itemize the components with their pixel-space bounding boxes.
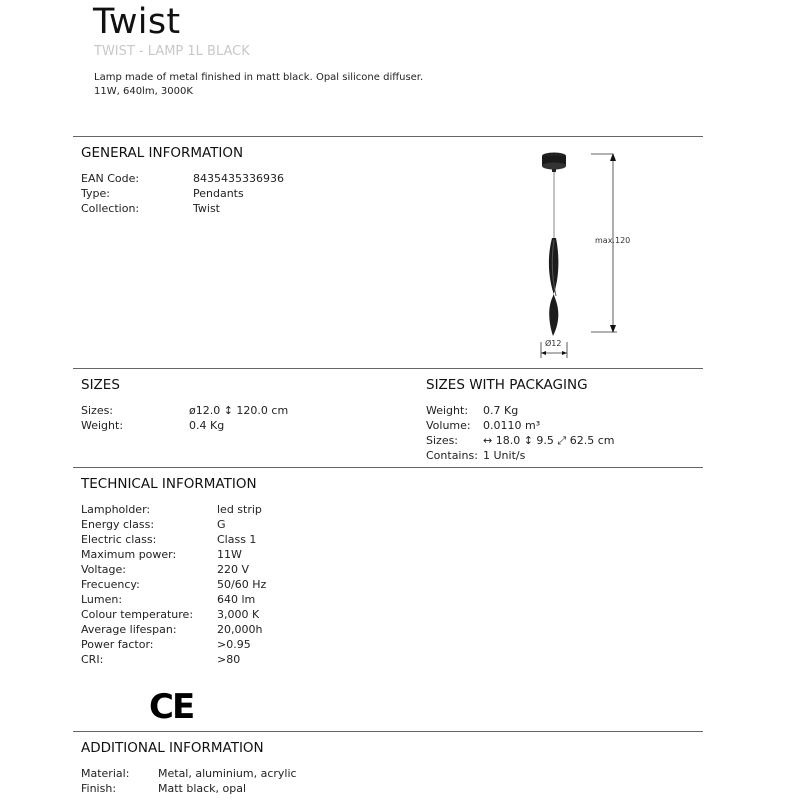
general-label-type: Type: <box>81 187 110 200</box>
additional-label-material: Material: <box>81 767 130 780</box>
product-subtitle: TWIST - LAMP 1L BLACK <box>94 44 250 59</box>
tech-value-voltage: 220 V <box>217 563 250 576</box>
packaging-value-volume: 0.0110 m³ <box>483 419 541 432</box>
tech-label-maximum-power: Maximum power: <box>81 548 177 561</box>
page-title: Twist <box>93 2 181 42</box>
tech-label-colour-temperature: Colour temperature: <box>81 608 194 621</box>
general-heading: GENERAL INFORMATION <box>81 145 244 161</box>
tech-label-voltage: Voltage: <box>81 563 126 576</box>
tech-label-average-lifespan: Average lifespan: <box>81 623 177 636</box>
general-value-type: Pendants <box>193 187 244 200</box>
tech-label-lampholder: Lampholder: <box>81 503 151 516</box>
ce-mark-icon: CE <box>149 687 194 727</box>
sizes-label-weight: Weight: <box>81 419 124 432</box>
tech-label-cri: CRI: <box>81 653 104 666</box>
packaging-heading: SIZES WITH PACKAGING <box>426 377 588 393</box>
tech-value-frecuency: 50/60 Hz <box>217 578 267 591</box>
divider <box>73 136 703 137</box>
divider <box>73 368 703 369</box>
general-label-collection: Collection: <box>81 202 140 215</box>
general-label-ean: EAN Code: <box>81 172 140 185</box>
tech-value-energy-class: G <box>217 518 226 531</box>
sizes-value-sizes: ø12.0 ↕ 120.0 cm <box>189 404 289 417</box>
height-label: max.120 <box>595 236 631 245</box>
technical-heading: TECHNICAL INFORMATION <box>81 476 257 492</box>
additional-value-material: Metal, aluminium, acrylic <box>158 767 297 780</box>
tech-value-maximum-power: 11W <box>217 548 242 561</box>
tech-label-power-factor: Power factor: <box>81 638 154 651</box>
packaging-value-contains: 1 Unit/s <box>483 449 526 462</box>
diameter-label: Ø12 <box>545 339 562 348</box>
tech-label-electric-class: Electric class: <box>81 533 157 546</box>
divider <box>73 467 703 468</box>
tech-value-power-factor: >0.95 <box>217 638 251 651</box>
tech-value-cri: >80 <box>217 653 241 666</box>
lamp-drawing <box>525 148 645 360</box>
packaging-label-sizes: Sizes: <box>426 434 459 447</box>
packaging-value-sizes: ↔ 18.0 ↕ 9.5 ⤢ 62.5 cm <box>483 434 615 447</box>
packaging-value-weight: 0.7 Kg <box>483 404 519 417</box>
additional-label-finish: Finish: <box>81 782 117 795</box>
divider <box>73 731 703 732</box>
tech-value-average-lifespan: 20,000h <box>217 623 263 636</box>
tech-label-energy-class: Energy class: <box>81 518 155 531</box>
tech-label-frecuency: Frecuency: <box>81 578 140 591</box>
sizes-heading: SIZES <box>81 377 120 393</box>
tech-value-lumen: 640 lm <box>217 593 256 606</box>
general-value-ean: 8435435336936 <box>193 172 284 185</box>
sizes-label-sizes: Sizes: <box>81 404 114 417</box>
tech-value-electric-class: Class 1 <box>217 533 257 546</box>
tech-value-colour-temperature: 3,000 K <box>217 608 260 621</box>
packaging-label-contains: Contains: <box>426 449 478 462</box>
product-description: Lamp made of metal finished in matt black. Opal silicone diffuser. 11W, 640lm, 3000K <box>94 72 424 97</box>
tech-label-lumen: Lumen: <box>81 593 123 606</box>
additional-heading: ADDITIONAL INFORMATION <box>81 740 264 756</box>
general-value-collection: Twist <box>193 202 220 215</box>
additional-value-finish: Matt black, opal <box>158 782 247 795</box>
packaging-label-volume: Volume: <box>426 419 471 432</box>
packaging-label-weight: Weight: <box>426 404 469 417</box>
sizes-value-weight: 0.4 Kg <box>189 419 225 432</box>
tech-value-lampholder: led strip <box>217 503 262 516</box>
